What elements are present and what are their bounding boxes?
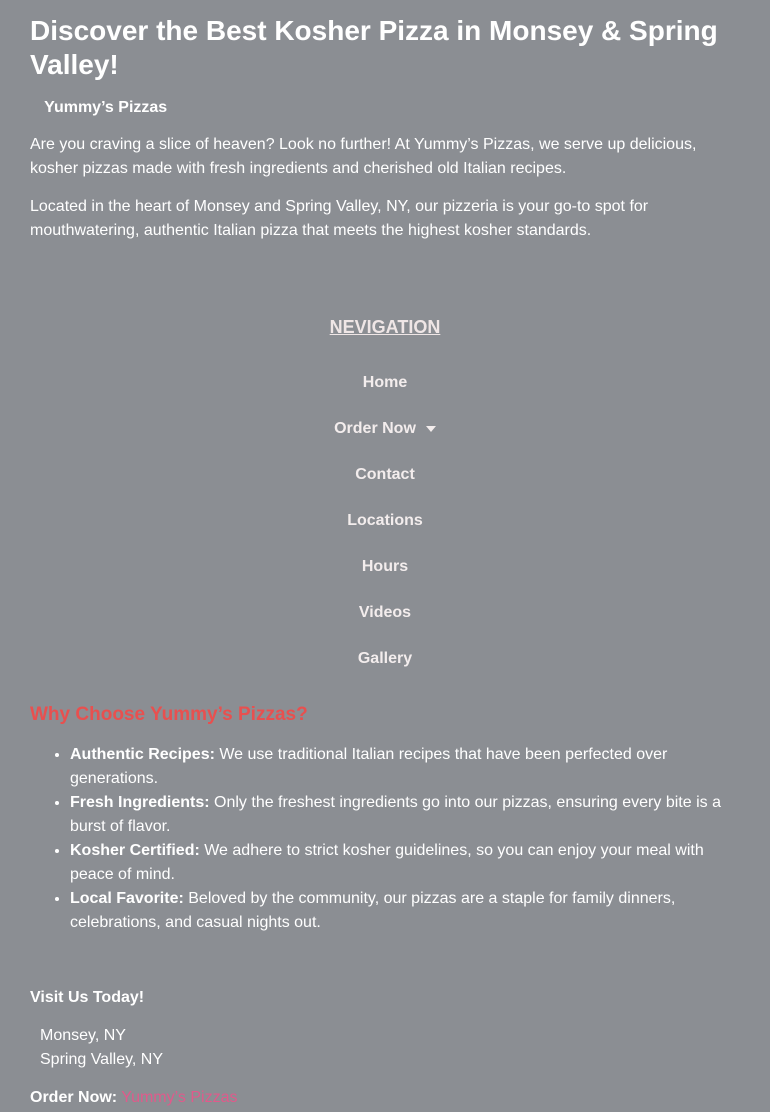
location-list bbox=[30, 1024, 740, 1072]
nav-link-hours[interactable]: Hours bbox=[361, 558, 409, 575]
nav-item-locations[interactable] bbox=[30, 498, 740, 544]
nav-item-order-now[interactable] bbox=[30, 406, 740, 452]
nav-link-order-now[interactable]: Order Now bbox=[334, 420, 416, 437]
chevron-down-icon[interactable] bbox=[426, 426, 436, 432]
nav-item-contact[interactable] bbox=[30, 452, 740, 498]
why-heading: Why Choose Yummy’s Pizzas? bbox=[30, 704, 308, 725]
order-line bbox=[30, 1086, 740, 1110]
intro-paragraph: Are you craving a slice of heaven? Look no further! At Yummy’s Pizzas, we serve up delicious, kosher pizzas made with fresh ingredients and cherished old Italian recipes. bbox=[30, 136, 697, 177]
feature-text: We adhere to strict kosher guidelines, so you can enjoy your meal with peace of mind. bbox=[70, 842, 704, 883]
feature-title: Kosher Certified: bbox=[70, 842, 200, 859]
feature-list bbox=[30, 743, 740, 935]
feature-text: Beloved by the community, our pizzas are a staple for family dinners, celebrations, and casual nights out. bbox=[70, 890, 676, 931]
nav-link-contact[interactable]: Contact bbox=[355, 466, 415, 483]
nav-item-videos[interactable] bbox=[30, 590, 740, 636]
feature-title: Authentic Recipes: bbox=[70, 746, 215, 763]
order-link[interactable]: Yummy’s Pizzas bbox=[121, 1089, 238, 1106]
brand-line bbox=[30, 98, 740, 118]
nav-link-home[interactable]: Home bbox=[362, 374, 408, 391]
location-paragraph: Located in the heart of Monsey and Spring Valley, NY, our pizzeria is your go-to spot for mouthwatering, authentic Italian pizza that meets the highest kosher standards. bbox=[30, 198, 649, 239]
nav-link-locations[interactable]: Locations bbox=[347, 512, 423, 529]
main-nav bbox=[30, 360, 740, 682]
list-item bbox=[70, 839, 740, 887]
nav-link-videos[interactable]: Videos bbox=[358, 604, 412, 621]
list-item bbox=[70, 791, 740, 839]
order-label: Order Now: bbox=[30, 1089, 118, 1106]
page-content bbox=[0, 14, 770, 1110]
visit-heading: Visit Us Today! bbox=[30, 989, 145, 1006]
nav-heading: NEVIGATION bbox=[329, 317, 441, 337]
nav-item-gallery[interactable] bbox=[30, 636, 740, 682]
brand-name: Yummy’s Pizzas bbox=[44, 99, 168, 116]
location-name: Monsey, NY bbox=[40, 1027, 126, 1044]
feature-text: Only the freshest ingredients go into our pizzas, ensuring every bite is a burst of flavor. bbox=[70, 794, 721, 835]
nav-item-hours[interactable] bbox=[30, 544, 740, 590]
location-item bbox=[30, 1024, 740, 1048]
feature-title: Fresh Ingredients: bbox=[70, 794, 210, 811]
nav-link-gallery[interactable]: Gallery bbox=[357, 650, 413, 667]
list-item bbox=[70, 743, 740, 791]
location-name: Spring Valley, NY bbox=[40, 1051, 164, 1068]
feature-title: Local Favorite: bbox=[70, 890, 184, 907]
location-item bbox=[30, 1048, 740, 1072]
list-item bbox=[70, 887, 740, 935]
page-title: Discover the Best Kosher Pizza in Monsey & Spring Valley! bbox=[30, 15, 718, 80]
nav-item-home[interactable] bbox=[30, 360, 740, 406]
feature-text: We use traditional Italian recipes that have been perfected over generations. bbox=[70, 746, 668, 787]
